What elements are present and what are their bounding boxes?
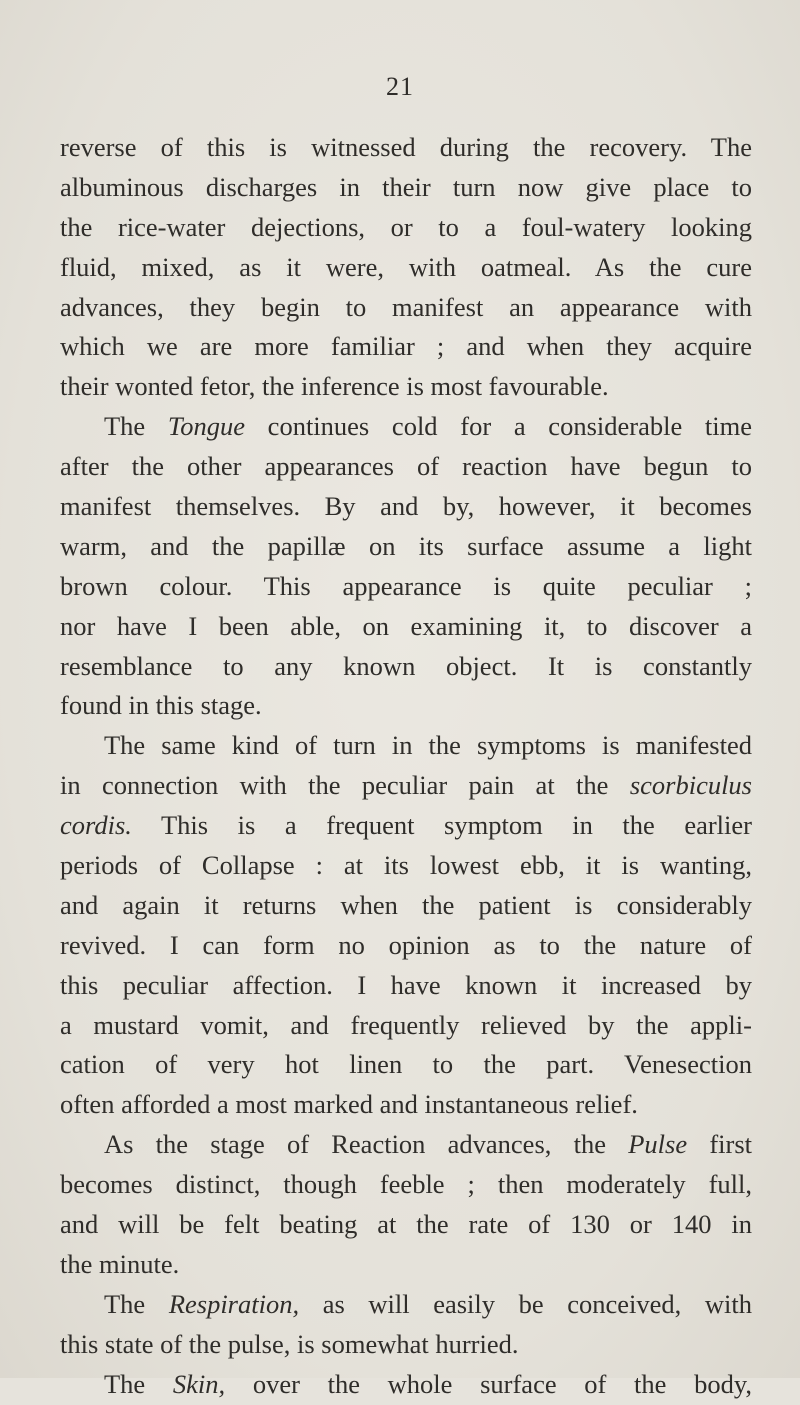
line-text: a mustard vomit, and frequently relieved by the appli- bbox=[60, 1009, 752, 1040]
text-line bbox=[60, 1006, 752, 1046]
line-text: The bbox=[104, 1288, 169, 1319]
line-text: resemblance to any known object. It is constantly bbox=[60, 650, 752, 681]
text-line bbox=[60, 288, 752, 328]
italic-term: cordis. bbox=[60, 810, 132, 841]
line-text: after the other appearances of reaction have begun to bbox=[60, 451, 752, 482]
page-number: 21 bbox=[386, 72, 414, 101]
text-line bbox=[60, 1125, 752, 1165]
text-line bbox=[60, 806, 752, 846]
text-line bbox=[60, 607, 752, 647]
text-line bbox=[60, 1245, 752, 1285]
text-line bbox=[60, 1045, 752, 1085]
line-text: cation of very hot linen to the part. Venesection bbox=[60, 1049, 752, 1080]
italic-term: scorbiculus bbox=[629, 770, 752, 801]
line-text: this peculiar affection. I have known it increased by bbox=[60, 969, 752, 1000]
text-line bbox=[60, 567, 752, 607]
line-text: the rice-water dejections, or to a foul-watery looking bbox=[60, 211, 752, 242]
line-text: and will be felt beating at the rate of 130 or 140 in bbox=[60, 1209, 752, 1240]
italic-term: Skin, bbox=[172, 1368, 226, 1399]
text-line bbox=[60, 168, 752, 208]
text-line bbox=[60, 407, 752, 447]
text-line bbox=[60, 846, 752, 886]
line-text: their wonted fetor, the inference is most favourable. bbox=[60, 371, 609, 402]
line-text: brown colour. This appearance is quite peculiar ; bbox=[60, 570, 752, 601]
line-text: periods of Collapse : at its lowest ebb, it is wanting, bbox=[60, 850, 752, 881]
text-line bbox=[60, 686, 752, 726]
text-line bbox=[60, 1205, 752, 1245]
text-line bbox=[60, 327, 752, 367]
line-text: in connection with the peculiar pain at the bbox=[60, 770, 630, 801]
text-line bbox=[60, 1365, 752, 1405]
line-text: the minute. bbox=[60, 1248, 180, 1279]
body-text bbox=[60, 128, 752, 1405]
line-text: manifest themselves. By and by, however, it becomes bbox=[60, 491, 752, 522]
text-line bbox=[60, 128, 752, 168]
text-line bbox=[60, 966, 752, 1006]
italic-term: Tongue bbox=[167, 411, 245, 442]
text-line bbox=[60, 886, 752, 926]
line-text: albuminous discharges in their turn now give place to bbox=[60, 171, 752, 202]
text-line bbox=[60, 367, 752, 407]
line-text: this state of the pulse, is somewhat hurried. bbox=[60, 1328, 519, 1359]
text-line bbox=[60, 926, 752, 966]
italic-term: Pulse bbox=[628, 1129, 688, 1160]
line-text: becomes distinct, though feeble ; then moderately full, bbox=[60, 1169, 752, 1200]
text-line bbox=[60, 647, 752, 687]
text-line bbox=[60, 208, 752, 248]
line-text: The bbox=[104, 1368, 173, 1399]
line-text: over the whole surface of the body, bbox=[225, 1368, 753, 1399]
text-line bbox=[60, 527, 752, 567]
text-line bbox=[60, 447, 752, 487]
text-line bbox=[60, 487, 752, 527]
line-text: as will easily be conceived, with bbox=[299, 1288, 752, 1319]
line-text: often afforded a most marked and instantaneous relief. bbox=[60, 1089, 638, 1120]
line-text: and again it returns when the patient is considerably bbox=[60, 889, 752, 920]
text-line bbox=[60, 248, 752, 288]
line-text: warm, and the papillæ on its surface assume a light bbox=[60, 530, 752, 561]
text-line bbox=[60, 726, 752, 766]
line-text: As the stage of Reaction advances, the bbox=[104, 1129, 629, 1160]
text-line bbox=[60, 1325, 752, 1365]
line-text: fluid, mixed, as it were, with oatmeal. As the cure bbox=[60, 251, 752, 282]
line-text: advances, they begin to manifest an appearance with bbox=[60, 291, 752, 322]
line-text: The bbox=[104, 411, 168, 442]
text-line bbox=[60, 1285, 752, 1325]
line-text: The same kind of turn in the symptoms is manifested bbox=[104, 730, 752, 761]
line-text: reverse of this is witnessed during the recovery. The bbox=[60, 132, 752, 162]
line-text: which we are more familiar ; and when they acquire bbox=[60, 331, 752, 362]
text-line bbox=[60, 1085, 752, 1125]
line-text: This is a frequent symptom in the earlier bbox=[131, 810, 752, 841]
line-text: nor have I been able, on examining it, to discover a bbox=[60, 610, 752, 641]
line-text: continues cold for a considerable time bbox=[244, 411, 753, 442]
line-text: first bbox=[687, 1129, 753, 1160]
italic-term: Respiration, bbox=[168, 1288, 300, 1319]
line-text: found in this stage. bbox=[60, 690, 262, 721]
text-line bbox=[60, 766, 752, 806]
text-line bbox=[60, 1165, 752, 1205]
line-text: revived. I can form no opinion as to the nature of bbox=[60, 929, 752, 960]
